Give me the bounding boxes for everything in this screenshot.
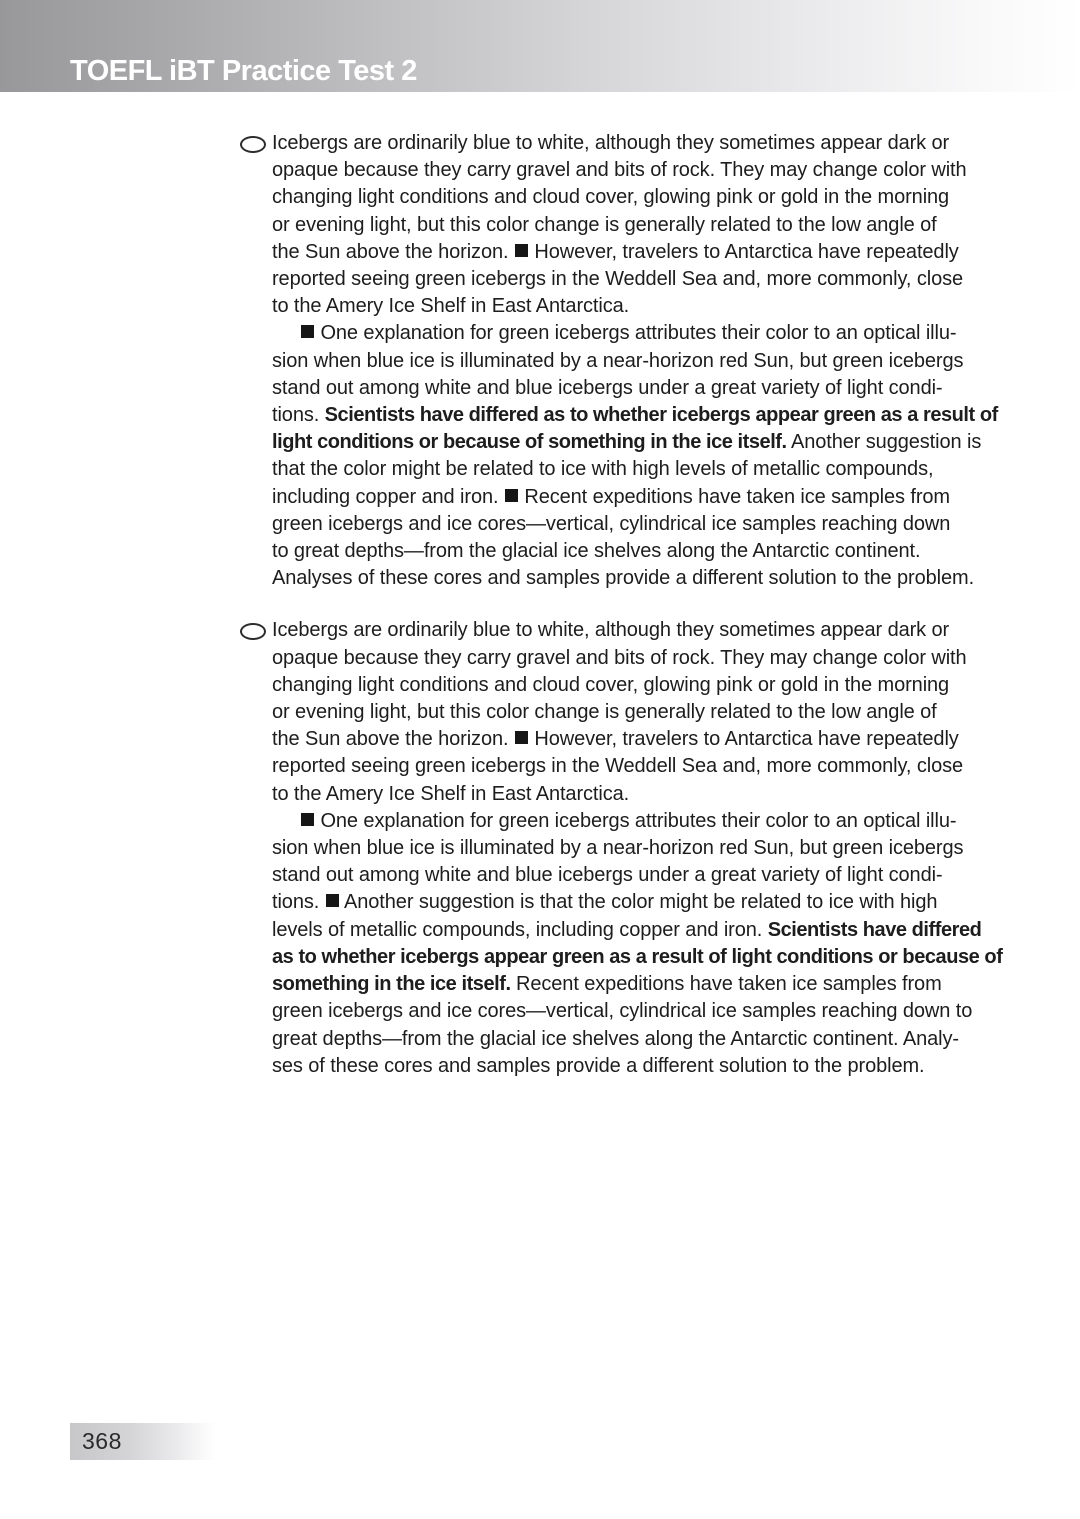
text-line	[272, 375, 998, 402]
text-run: Icebergs are ordinarily blue to white, although they sometimes appear dark or	[272, 619, 950, 642]
text-run: great depths—from the glacial ice shelves along the Antarctic continent. Analy-	[272, 1027, 959, 1050]
text-line	[272, 429, 998, 456]
text-run: the Sun above the horizon.	[272, 240, 514, 263]
text-run: stand out among white and blue icebergs under a great variety of light condi-	[272, 864, 943, 887]
insertion-marker-icon	[515, 244, 528, 257]
text-run: opaque because they carry gravel and bits of rock. They may change color with	[272, 646, 967, 669]
insertion-marker-icon	[301, 813, 314, 826]
text-run: reported seeing green icebergs in the Weddell Sea and, more commonly, close	[272, 268, 964, 291]
bold-text: light conditions or because of something in the ice itself.	[272, 431, 787, 454]
text-run: or evening light, but this color change is generally related to the low angle of	[272, 213, 937, 236]
text-line	[272, 565, 998, 592]
bold-text: Scientists have differed as to whether icebergs appear green as a result of	[324, 404, 998, 427]
text-line	[272, 781, 1002, 808]
text-line	[272, 1053, 1002, 1080]
page-title: TOEFL iBT Practice Test 2	[70, 55, 417, 87]
text-run: reported seeing green icebergs in the Weddell Sea and, more commonly, close	[272, 755, 964, 778]
text-line	[272, 917, 1002, 944]
text-line	[272, 726, 1002, 753]
text-line	[272, 944, 1002, 971]
text-run: ses of these cores and samples provide a different solution to the problem.	[272, 1054, 925, 1077]
text-line	[272, 511, 998, 538]
text-run: green icebergs and ice cores—vertical, cylindrical ice samples reaching down	[272, 512, 951, 535]
text-line	[272, 212, 998, 239]
answer-option-radio[interactable]	[240, 136, 266, 153]
text-line	[272, 753, 1002, 780]
insertion-marker-icon	[505, 489, 518, 502]
text-line	[272, 239, 998, 266]
text-line	[272, 808, 1002, 835]
page-header	[0, 0, 1080, 92]
text-line	[272, 835, 1002, 862]
text-run: to great depths—from the glacial ice shelves along the Antarctic continent.	[272, 540, 921, 563]
text-line	[272, 293, 998, 320]
text-line	[272, 130, 998, 157]
text-line	[272, 348, 998, 375]
text-run: sion when blue ice is illuminated by a near-horizon red Sun, but green icebergs	[272, 837, 964, 860]
text-line	[272, 699, 1002, 726]
text-line	[272, 184, 998, 211]
text-run: to the Amery Ice Shelf in East Antarctica.	[272, 295, 630, 318]
text-line	[272, 617, 1002, 644]
text-run: changing light conditions and cloud cover, glowing pink or gold in the morning	[272, 673, 950, 696]
answer-option[interactable]	[240, 130, 1040, 592]
insertion-marker-icon	[301, 325, 314, 338]
text-line	[272, 157, 998, 184]
text-line	[272, 1026, 1002, 1053]
text-run: Recent expeditions have taken ice samples from	[510, 973, 942, 996]
bold-text: as to whether icebergs appear green as a result of light conditions or because of	[272, 945, 1003, 968]
page-footer	[70, 1423, 216, 1460]
text-run: that the color might be related to ice with high levels of metallic compounds,	[272, 458, 934, 481]
text-run: Another suggestion is	[786, 431, 982, 454]
text-run: opaque because they carry gravel and bits of rock. They may change color with	[272, 159, 967, 182]
text-run: One explanation for green icebergs attributes their color to an optical illu-	[315, 322, 957, 345]
text-line	[272, 266, 998, 293]
answer-options	[240, 130, 1040, 1105]
text-line	[272, 402, 998, 429]
text-line	[272, 538, 998, 565]
page-number: 368	[82, 1428, 122, 1454]
text-run: Recent expeditions have taken ice samples from	[518, 485, 950, 508]
text-line	[272, 672, 1002, 699]
text-line	[272, 484, 998, 511]
text-run: tions.	[272, 891, 325, 914]
text-run: sion when blue ice is illuminated by a near-horizon red Sun, but green icebergs	[272, 349, 964, 372]
text-run: Analyses of these cores and samples provide a different solution to the problem.	[272, 567, 975, 590]
insertion-marker-icon	[515, 731, 528, 744]
text-run: tions.	[272, 404, 325, 427]
bold-text: Scientists have differed	[767, 918, 982, 941]
answer-option-radio[interactable]	[240, 623, 266, 640]
answer-option[interactable]	[240, 617, 1040, 1079]
text-line	[272, 889, 1002, 916]
text-run: levels of metallic compounds, including copper and iron.	[272, 918, 768, 941]
text-line	[272, 645, 1002, 672]
text-run: One explanation for green icebergs attributes their color to an optical illu-	[315, 809, 957, 832]
text-line	[272, 456, 998, 483]
text-line	[272, 320, 998, 347]
text-run: the Sun above the horizon.	[272, 728, 514, 751]
answer-option-text	[272, 130, 998, 592]
text-run: However, travelers to Antarctica have repeatedly	[528, 728, 959, 751]
text-run: Icebergs are ordinarily blue to white, although they sometimes appear dark or	[272, 132, 950, 154]
bold-text: something in the ice itself.	[272, 973, 511, 996]
text-line	[272, 998, 1002, 1025]
text-run: to the Amery Ice Shelf in East Antarctica.	[272, 782, 630, 805]
text-run: green icebergs and ice cores—vertical, cylindrical ice samples reaching down to	[272, 1000, 973, 1023]
text-run: or evening light, but this color change is generally related to the low angle of	[272, 701, 937, 724]
text-run: Another suggestion is that the color might be related to ice with high	[339, 891, 938, 914]
text-run: changing light conditions and cloud cover, glowing pink or gold in the morning	[272, 186, 950, 209]
answer-option-text	[272, 617, 1002, 1079]
text-run: including copper and iron.	[272, 485, 504, 508]
insertion-marker-icon	[326, 894, 339, 907]
text-line	[272, 971, 1002, 998]
text-run: stand out among white and blue icebergs under a great variety of light condi-	[272, 376, 943, 399]
text-line	[272, 862, 1002, 889]
text-run: However, travelers to Antarctica have repeatedly	[528, 240, 959, 263]
